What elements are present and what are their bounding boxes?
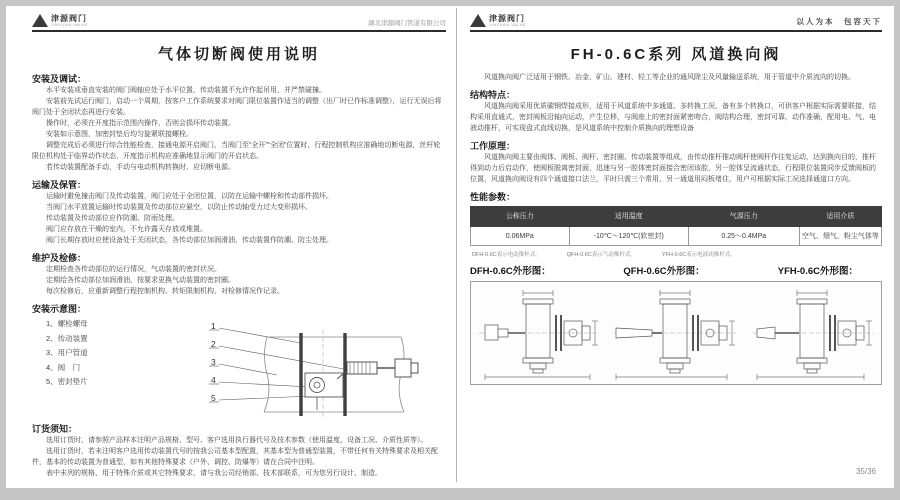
right-page-title: FH-0.6C系列 风道换向阀: [570, 46, 782, 63]
paragraph: 调整完成后必须进行综合性能检查，接通电源开启阀门，当阀门至“全开”“全闭”位置时，行程控制机构应准确地切断电源，丝杆轮限位机构处于临界动作状态，开度指示机构应准确地显示阀门的开启状态。: [32, 142, 441, 160]
col-header: 公称压力: [471, 207, 570, 227]
section-heading-maintenance: 维护及检修：: [32, 253, 87, 263]
brand-subtext: JINYUAN VALVE: [51, 21, 89, 27]
brand-left: [32, 14, 88, 27]
note: YFH-0.6C表示电液动推杆式。: [661, 252, 736, 258]
outline-label-qfh: QFH-0.6C外形图：: [623, 266, 705, 277]
brand-logo-icon: [32, 14, 48, 27]
table-cell: 空气、烟气、粉尘气体等: [799, 227, 881, 246]
page-right: [470, 8, 882, 480]
svg-text:2: 2: [211, 339, 216, 349]
right-page-body: [470, 72, 882, 385]
section-heading-structure: 结构特点：: [470, 90, 516, 100]
outline-label-yfh: YFH-0.6C外形图：: [777, 266, 858, 277]
paragraph: 水平安装或垂直安装的阀门阀轴应处于水平位置，传动装置不允许作起吊用，并严禁碰撞。: [46, 87, 326, 94]
legend-item: 4、阀 门: [46, 362, 81, 372]
installation-diagram-block: [32, 317, 446, 417]
company-slogan: 以人为本 包容天下: [796, 17, 882, 26]
note: QFH-0.6C表示气动推杆式。: [566, 252, 636, 258]
right-page-header: [470, 8, 882, 32]
paragraph: 定期给各传动部位加润滑油，按要求更换气动装置的密封圈。: [46, 277, 235, 284]
section-heading-principle: 工作原理：: [470, 141, 516, 151]
svg-text:3: 3: [211, 357, 216, 367]
brand-right: [470, 14, 526, 27]
section-heading-ordering: 订货须知：: [32, 424, 78, 434]
brand-logo-icon: [470, 14, 486, 27]
legend-item: 5、密封垫片: [46, 377, 88, 386]
table-cell: 0.25～0.4MPa: [688, 227, 799, 246]
page-number: 35/36: [855, 467, 876, 476]
model-code-notes: [470, 250, 882, 261]
paragraph: 阀门应存放在干燥的室内，不允许露天存放或堆置。: [46, 226, 207, 233]
installation-technical-drawing: [182, 317, 446, 417]
paragraph: 若传动装置配备手动，手动与电动机构转换时，应切断电源。: [46, 164, 235, 171]
legend-item: 1、螺栓螺母: [46, 319, 88, 328]
section-heading-transport: 运输及保管：: [32, 180, 87, 190]
intro-paragraph: 风道换向阀广泛适用于钢铁、冶金、矿山、建材、轻工等企业的通风除尘及风量输送系统，用于管道中介质流向的切换。: [484, 74, 855, 81]
section-heading-diagram: 安装示意图：: [32, 304, 87, 314]
yfh-outline-drawing: [749, 285, 877, 381]
col-header: 气源压力: [688, 207, 799, 227]
paragraph: 选用订货时，若未注明客户选用传动装置代号的按我公司基本型配置，其基本型为普通型装置，不带任何有关特殊要求及相关配件，基本的传动装置为普通型，如有其他特殊要求（户外、调控、防爆等）请在合同中注明。: [32, 448, 438, 466]
paragraph: 阀门长期存放时应使设备处于关闭状态，各传动部位加润滑油，传动装置作防潮、防尘处理。: [46, 237, 333, 244]
brand-name: 津源阀门: [51, 13, 87, 23]
left-page-title: 气体切断阀使用说明: [157, 46, 320, 63]
qfh-outline-drawing: [612, 285, 740, 381]
paragraph: 安装如示意图，加密封垫后均匀旋紧联接螺栓。: [46, 131, 193, 138]
left-page-body: [32, 73, 446, 479]
diagram-legend: [32, 317, 182, 417]
left-page-header: [32, 8, 446, 32]
section-heading-install: 安装及调试：: [32, 74, 87, 84]
outline-label-dfh: DFH-0.6C外形图：: [470, 266, 551, 277]
svg-text:5: 5: [211, 393, 216, 403]
paragraph: 风道换向阀采用优质碳钢焊接成形，适用于风道系统中多通道、多转换工况，备有多个转换口，可供客户根据实际需要联接，结构采用直通式，密封阀板沿轴向运动，产生位移，与阀座上的密封面紧密吻合，阀结构合理，密封可靠，动作准确，配用电、气、电液动推杆，可实现盘式直线切换，是风道系统中控制介质换向的理想设备: [470, 103, 876, 132]
note: DFH-0.6C表示电动推杆式。: [472, 252, 541, 258]
company-name: 湖北津源阀门管道有限公司: [368, 20, 446, 27]
paragraph: 风道换向阀主要由阀体、阀板、阀杆、密封圈、传动装置等组成，由传动推杆推动阀杆使阀杆作往复运动，达到换向目的，推杆得到动力后启动作，使阀板脱离密封面，迅速与另一腔体密封面接合密闭该腔，另一腔体呈流通状态，行程限位装置同步反馈阀板的位置，风道换向阀设有四个通道接口法兰，平时只需三个常用，另一通道用闷板堵住，用户可根据实际工况选择通道口方向。: [470, 154, 876, 183]
paragraph: 当阀门水平放置运输时传动装置及传动部位应悬空，以防止传动轴受力过大变形损坏。: [46, 204, 312, 211]
svg-text:1: 1: [211, 321, 216, 331]
page-divider: [456, 8, 457, 482]
paragraph: 定期检查各传动部位的运行情况，气动装置的密封状况。: [46, 266, 221, 273]
paragraph: 每次检修后，应重新调整行程控制机构、转矩限制机构，对检修情况作记录。: [46, 288, 284, 295]
table-row: [471, 227, 882, 246]
paragraph: 表中未列的规格、用于特殊介质或其它特殊要求，请与我公司经销部、技术部联系，可为您另行设计、制造。: [46, 470, 382, 477]
page-left: [32, 8, 446, 480]
table-cell: 0.06MPa: [471, 227, 570, 246]
table-cell: -10℃～120℃(软密封): [569, 227, 688, 246]
dfh-outline-drawing: [475, 285, 603, 381]
col-header: 适用介质: [799, 207, 881, 227]
legend-item: 3、用户管道: [46, 348, 88, 357]
performance-parameters-table: [470, 206, 882, 246]
legend-item: 2、传动装置: [46, 333, 88, 343]
col-header: 适用温度: [569, 207, 688, 227]
section-heading-parameters: 性能参数：: [470, 192, 516, 202]
brand-subtext: JINYUAN VALVE: [489, 21, 527, 27]
outline-drawings-box: [470, 281, 882, 385]
outline-drawing-labels: [470, 266, 882, 277]
brand-name: 津源阀门: [489, 13, 525, 23]
table-header-row: [471, 207, 882, 227]
paragraph: 安装前先试运行阀门，启动一个周期，按客户工作系统要求对阀门限位装置作适当的调整（出厂时已作标准调整），运行无误后将阀门处于全闭状态再进行安装。: [32, 98, 442, 116]
paragraph: 选用订货时，请参照产品样本注明产品规格、型号、客户选用执行器代号及技术参数（使用温度、设备工况、介质性质等）。: [46, 437, 428, 444]
svg-text:4: 4: [211, 375, 216, 385]
paragraph: 操作时，必须在开度指示范围内操作，否则会损坏传动装置。: [46, 120, 235, 127]
paragraph: 运输时避免撞击阀门及传动装置，阀门应处于全闭位置，以防在运输中螺栓和传动部件损坏。: [46, 193, 333, 200]
paragraph: 传动装置及传动部位应作防潮、防雨处理。: [46, 215, 179, 222]
